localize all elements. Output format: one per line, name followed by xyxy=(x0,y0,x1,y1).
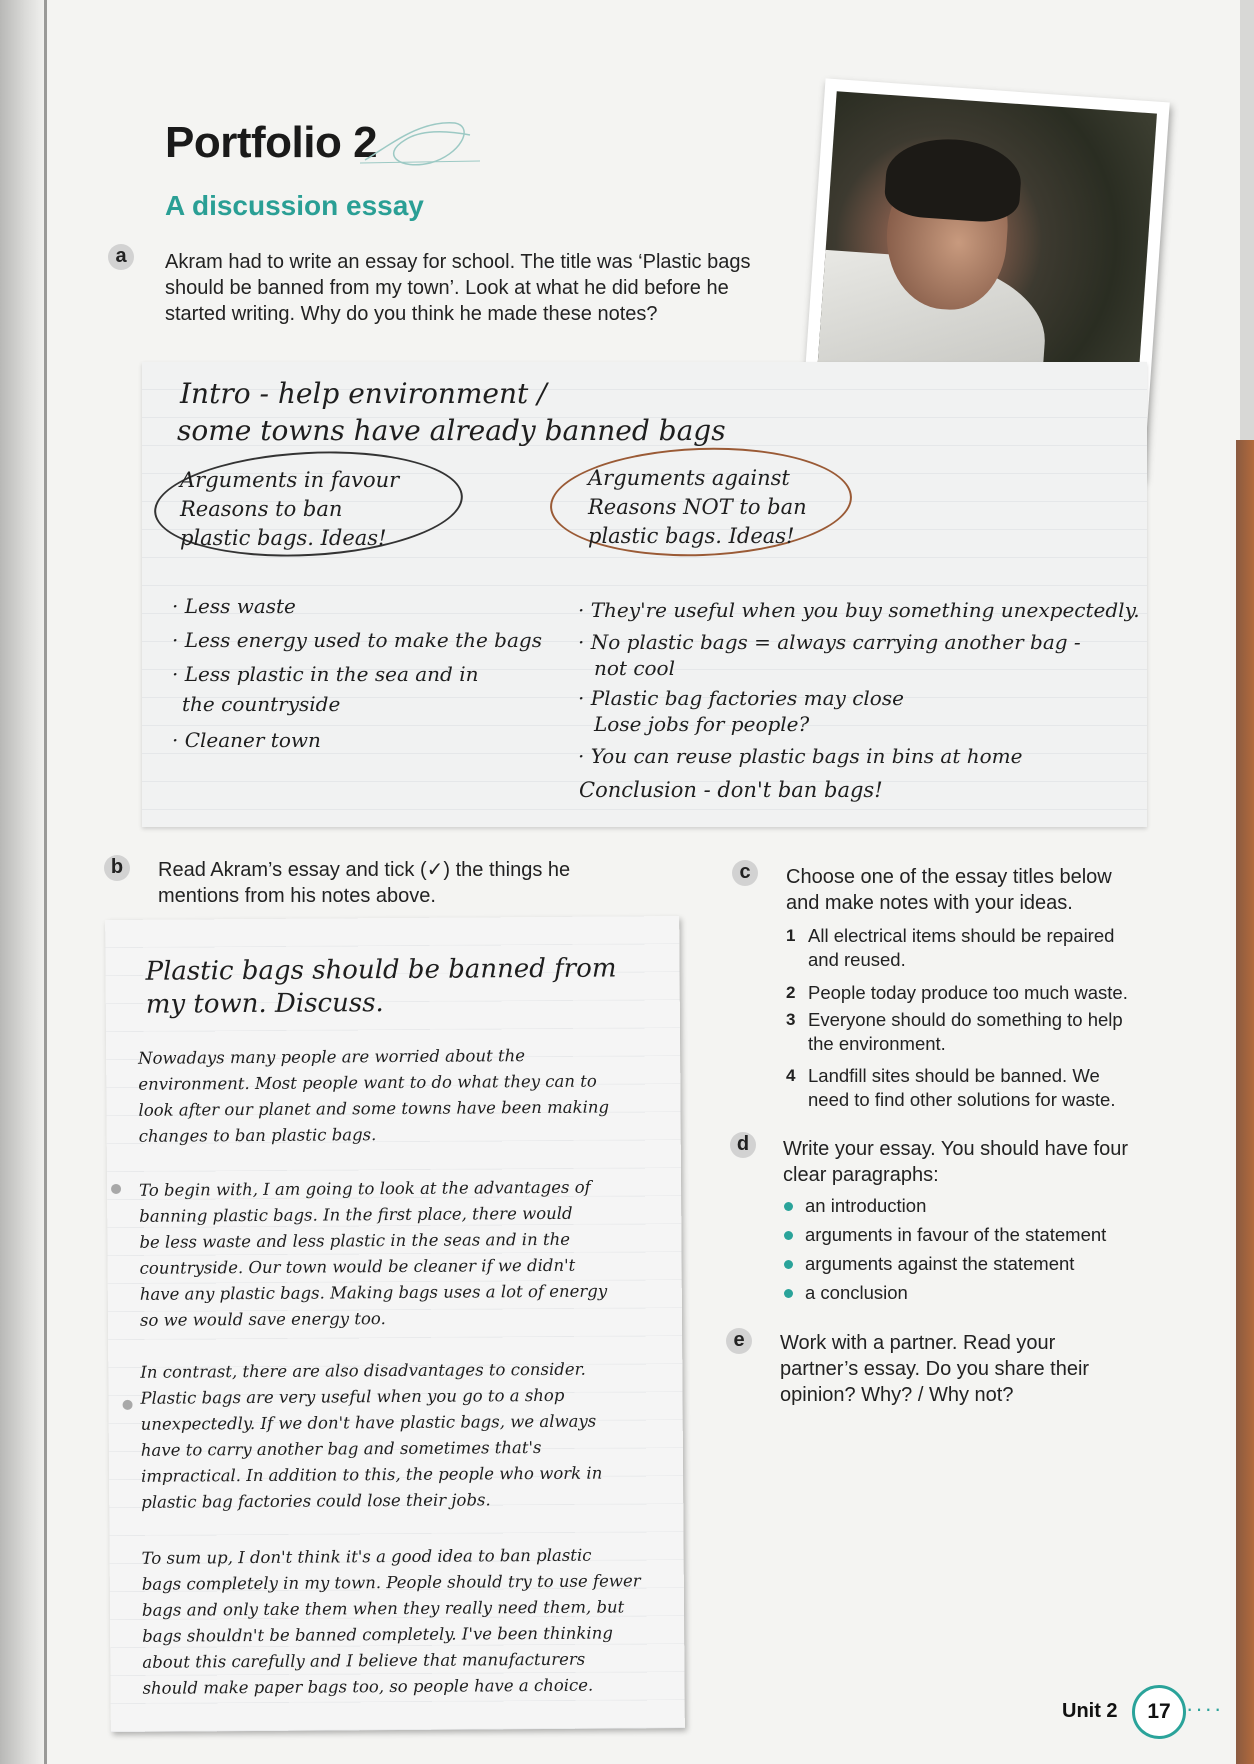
page-title: Portfolio 2 xyxy=(165,118,378,167)
section-b-text: Read Akram’s essay and tick (✓) the things he mentions from his notes above. xyxy=(158,859,571,907)
essay-paragraph-intro: Nowadays many people are worried about the environment. Most people want to do what they can to look after our planet and some towns have been making changes to ban plastic bags. xyxy=(138,1046,610,1146)
list-number: 2 xyxy=(786,983,796,1002)
against-item: Lose jobs for people? xyxy=(594,712,810,736)
page-dots-decoration: ···· xyxy=(1186,1696,1224,1721)
spine-line xyxy=(44,0,47,1764)
section-d-marker: d xyxy=(730,1132,756,1158)
bullet-icon xyxy=(784,1260,793,1269)
notes-conclusion: Conclusion - don't ban bags! xyxy=(579,778,883,802)
paragraph-requirement: an introduction xyxy=(805,1195,927,1216)
paragraph-requirement: a conclusion xyxy=(805,1282,908,1303)
section-d-text: Write your essay. You should have four clear paragraphs: xyxy=(783,1138,1129,1186)
essay-paragraph-conclusion: To sum up, I don't think it's a good idea to ban plastic bags completely in my town. People should try to use fewer bags and only take them when they really need them, but bags shouldn't be banned completely. I've been thinking about this carefully and I believe that manufacturers should make paper bags too, so people have a choice. xyxy=(141,1545,641,1698)
favour-item: · Cleaner town xyxy=(172,728,321,752)
against-item: · They're useful when you buy something unexpectedly. xyxy=(578,598,1140,622)
page-edge-color-strip xyxy=(1236,440,1254,1764)
notes-intro-line1: Intro - help environment / xyxy=(180,377,547,410)
section-a-marker: a xyxy=(108,244,134,270)
against-item: · Plastic bag factories may close xyxy=(578,686,904,710)
favour-item: · Less plastic in the sea and in xyxy=(172,662,479,686)
against-heading: Arguments against Reasons NOT to ban plastic bags. Ideas! xyxy=(588,466,807,548)
bullet-icon xyxy=(784,1202,793,1211)
list-number: 4 xyxy=(786,1066,796,1085)
list-number: 3 xyxy=(786,1010,796,1029)
bullet-icon xyxy=(784,1289,793,1298)
section-e-text: Work with a partner. Read your partner’s essay. Do you share their opinion? Why? / Why not? xyxy=(780,1332,1090,1406)
essay-card xyxy=(105,916,685,1732)
essay-paragraph-against: In contrast, there are also disadvantages to consider. Plastic bags are very useful when you go to a shop unexpectedly. If we don't have plastic bags, we always have to carry another bag and sometimes that's impractical. In addition to this, the people who work in plastic bag factories could lose their jobs. xyxy=(140,1359,603,1512)
essay-paragraph-favour: To begin with, I am going to look at the advantages of banning plastic bags. In the first place, there would be less waste and less plastic in the seas and in the countryside. Our town would be cleaner if we didn't have any plastic bags. Making bags uses a lot of energy so we would save energy too. xyxy=(138,1177,608,1330)
against-item: not cool xyxy=(594,656,675,680)
section-subtitle: A discussion essay xyxy=(165,190,424,221)
list-number: 1 xyxy=(786,926,796,945)
bullet-icon xyxy=(784,1231,793,1240)
paragraph-marker-dot xyxy=(123,1400,133,1410)
essay-title-option: All electrical items should be repaired and reused. xyxy=(808,925,1115,970)
paragraph-marker-dot xyxy=(111,1184,121,1194)
section-e-marker: e xyxy=(726,1328,752,1354)
against-item: · You can reuse plastic bags in bins at home xyxy=(578,744,1023,768)
essay-title-option: Everyone should do something to help the environment. xyxy=(808,1009,1123,1054)
planning-notes-card xyxy=(142,362,1147,827)
essay-title-option: Landfill sites should be banned. We need to find other solutions for waste. xyxy=(808,1065,1116,1110)
page-number: 17 xyxy=(1132,1685,1186,1739)
favour-item: the countryside xyxy=(182,692,341,716)
notes-intro-line2: some towns have already banned bags xyxy=(177,414,726,447)
swirl-decoration xyxy=(360,115,480,185)
paragraph-requirement: arguments against the statement xyxy=(805,1253,1075,1274)
against-item: · No plastic bags = always carrying another bag - xyxy=(578,630,1081,654)
favour-item: · Less waste xyxy=(172,594,296,618)
page-spine-shadow xyxy=(0,0,44,1764)
essay-title-option: People today produce too much waste. xyxy=(808,982,1128,1003)
favour-heading: Arguments in favour Reasons to ban plastic bags. Ideas! xyxy=(180,468,400,550)
paragraph-requirement: arguments in favour of the statement xyxy=(805,1224,1107,1245)
section-c-text: Choose one of the essay titles below and make notes with your ideas. xyxy=(786,866,1112,914)
section-b-marker: b xyxy=(104,855,130,881)
page-edge xyxy=(1240,0,1254,440)
section-c-marker: c xyxy=(732,860,758,886)
unit-label: Unit 2 xyxy=(1062,1700,1118,1722)
favour-item: · Less energy used to make the bags xyxy=(172,628,542,652)
section-a-text: Akram had to write an essay for school. The title was ‘Plastic bags should be banned from my town’. Look at what he did before he started writing. Why do you think he made these notes? xyxy=(165,251,751,325)
essay-title: Plastic bags should be banned from my town. Discuss. xyxy=(145,953,617,1020)
